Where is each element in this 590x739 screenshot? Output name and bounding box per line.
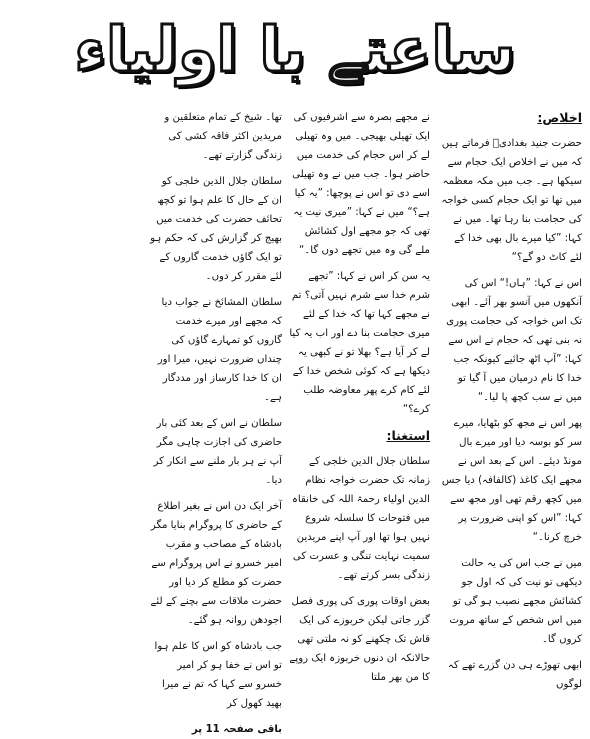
paragraph: نے مجھے بصرہ سے اشرفیوں کی ایک تھیلی بھیجی۔ میں وہ تھیلی لے کر اس حجام کی خدمت میں حاضر ہوا۔ جب میں نے وہ تھیلی اسے دی تو اس نے پوچھا: ”یہ کیا ہے؟“ میں نے کہا: ”میری نیت یہ تھی کہ جو مجھے اول کشائش ملے گی وہ میں تجھے دوں گا۔“ (292, 112, 430, 256)
continued-on-page-note: باقی صفحہ 11 پر (191, 724, 282, 735)
paragraph: سلطان نے اس کے بعد کئی بار حاضری کی اجازت چاہی مگر آپ نے ہر بار ملنے سے انکار کر دیا۔ (153, 418, 282, 486)
paragraph: بعض اوقات پوری کی پوری فصل گزر جاتی لیکن خربوزے کی ایک قاش تک چکھنے کو نہ ملتی تھی حالانکہ ان دنوں خربوزہ ایک روپے کا من بھر ملتا (289, 596, 430, 683)
paragraph: حضرت جنید بغدادیؒ فرماتے ہیں کہ میں نے اخلاص ایک حجام سے سیکھا ہے۔ جب میں مکہ معظمہ میں تھا تو ایک حجام کسی خواجہ کی حجامت بنا رہا تھا۔ میں نے کہا: ”کیا میرے بال بھی خدا کے لئے کاٹ دو گے؟“ (441, 138, 582, 263)
column-4 (6, 108, 146, 676)
column-2 (288, 108, 430, 683)
masthead-title: ساعتے با اولیاء (74, 13, 516, 86)
paragraph: تھا۔ شیخ کے تمام متعلقین و مریدین اکثر فاقہ کشی کی زندگی گزارتے تھے۔ (164, 112, 282, 161)
masthead (60, 4, 530, 96)
column-1 (440, 108, 582, 690)
paragraph: پھر اس نے مجھ کو بٹھایا، میرے سر کو بوسہ دیا اور میرے بال مونڈ دیئے۔ اس کے بعد اس نے مجھے ایک کاغذ (کالفافہ) دیا جس میں کچھ رقم تھی اور مجھ سے کہا: ”اس کو اپنی ضرورت پر خرچ کرنا۔“ (441, 418, 582, 543)
paragraph: سلطان جلال الدین خلجی کو ان کے حال کا علم ہوا تو کچھ تحائف حضرت کی خدمت میں بھیج کر گزارش کی کہ حکم ہو تو ایک گاؤں خدمت گاروں کے لئے مقرر کر دوں۔ (150, 176, 282, 282)
column-3 (150, 108, 282, 735)
paragraph: میں نے جب اس کی یہ حالت دیکھی تو نیت کی کہ اول جو کشائش مجھے نصیب ہو گی تو میں اس شخص کے ساتھ مروت کروں گا۔ (449, 558, 582, 645)
paragraph: یہ سن کر اس نے کہا: ”تجھے شرم خدا سے شرم نہیں آتی؟ تم نے مجھے کہا تھا کہ خدا کے لئے میری حجامت بنا دے اور اب یہ کیا لے کر آیا ہے؟ بھلا تو نے کبھی یہ دیکھا ہے کہ کوئی شخص خدا کے لئے کام کرے پھر معاوضہ طلب کرے؟“ (289, 271, 430, 415)
paragraph: جب بادشاہ کو اس کا علم ہوا تو اس نے خفا ہو کر امیر خسرو سے کہا کہ تم نے میرا بھید کھول کر (154, 641, 282, 709)
paragraph: اس نے کہا: ”ہاں!“ اس کی آنکھوں میں آنسو بھر آئے۔ ابھی تک اس خواجہ کی حجامت پوری نہ بنی تھی کہ حجام نے اس سے کہا: ”آپ اٹھ جائیے کیونکہ جب خدا کا نام درمیان میں آ گیا تو میں نے سب کچھ پا لیا۔“ (446, 278, 582, 403)
paragraph: آخر ایک دن اس نے بغیر اطلاع کے حاضری کا پروگرام بنایا مگر بادشاہ کے مصاحب و مقرب امیر خسرو نے اس پروگرام سے حضرت کو مطلع کر دیا اور حضرت ملاقات سے بچنے کے لئے اجودھن روانہ ہو گئے۔ (150, 501, 282, 626)
section-heading: استغنا: (386, 428, 430, 443)
paragraph: سلطان المشائخ نے جواب دیا کہ مجھے اور میرے خدمت گاروں کو تمہارے گاؤں کی چنداں ضرورت نہیں، میرا اور ان کا خدا کارساز اور مددگار ہے۔ (157, 297, 282, 403)
section-heading: اخلاص: (537, 110, 582, 125)
paragraph: ابھی تھوڑے ہی دن گزرے تھے کہ لوگوں (447, 660, 582, 690)
paragraph: سلطان جلال الدین خلجی کے زمانہ تک حضرت خواجہ نظام الدین اولیاء رحمۃ اللہ کی خانقاہ میں فتوحات کا سلسلہ شروع نہیں ہوا تھا اور آپ اپنے مریدین سمیت نہایت تنگی و عسرت کی زندگی بسر کرتے تھے۔ (291, 456, 430, 581)
